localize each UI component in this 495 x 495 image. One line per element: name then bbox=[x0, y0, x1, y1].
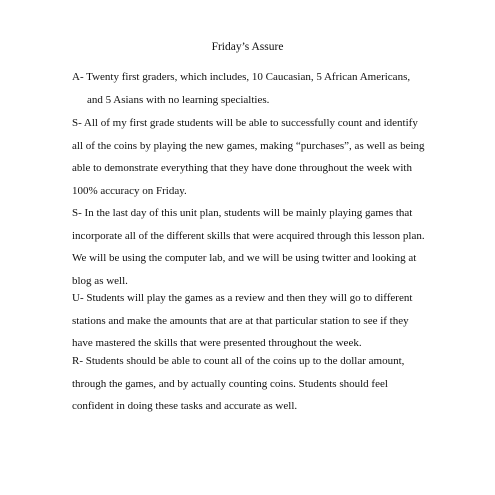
paragraph-line: S- In the last day of this unit plan, students will be mainly playing games that bbox=[72, 207, 413, 219]
paragraph-line: stations and make the amounts that are at that particular station to see if they bbox=[72, 314, 409, 327]
paragraph-state-objectives bbox=[72, 112, 472, 202]
paragraph-line: U- Students will play the games as a review and then they will go to different bbox=[72, 292, 413, 304]
paragraph-line: confident in doing these tasks and accurate as well. bbox=[72, 400, 298, 412]
paragraph-select-methods bbox=[72, 202, 472, 292]
paragraph-line: 100% accuracy on Friday. bbox=[72, 184, 187, 197]
paragraph-line: S- All of my first grade students will be able to successfully count and identify bbox=[72, 117, 418, 129]
paragraph-line: A- Twenty first graders, which includes, 10 Caucasian, 5 African Americans, bbox=[72, 71, 411, 83]
paragraph-line: We will be using the computer lab, and we will be using twitter and looking at bbox=[72, 252, 417, 264]
paragraph-line: able to demonstrate everything that they have done throughout the week with bbox=[72, 162, 412, 174]
paragraph-line: incorporate all of the different skills that were acquired through this lesson plan. bbox=[72, 229, 425, 242]
paragraph-line: through the games, and by actually counting coins. Students should feel bbox=[72, 377, 388, 390]
paragraph-line: R- Students should be able to count all of the coins up to the dollar amount, bbox=[72, 355, 405, 367]
paragraph-audience bbox=[72, 66, 472, 111]
paragraph-line: all of the coins by playing the new games, making “purchases”, as well as being bbox=[72, 139, 425, 152]
paragraph-utilize-media bbox=[72, 287, 472, 355]
paragraph-line: and 5 Asians with no learning specialties. bbox=[87, 93, 270, 106]
paragraph-require-participation bbox=[72, 350, 472, 418]
document-title: Friday’s Assure bbox=[211, 41, 284, 53]
paragraph-line: have mastered the skills that were presented throughout the week. bbox=[72, 337, 362, 349]
paragraph-line: blog as well. bbox=[72, 274, 128, 287]
